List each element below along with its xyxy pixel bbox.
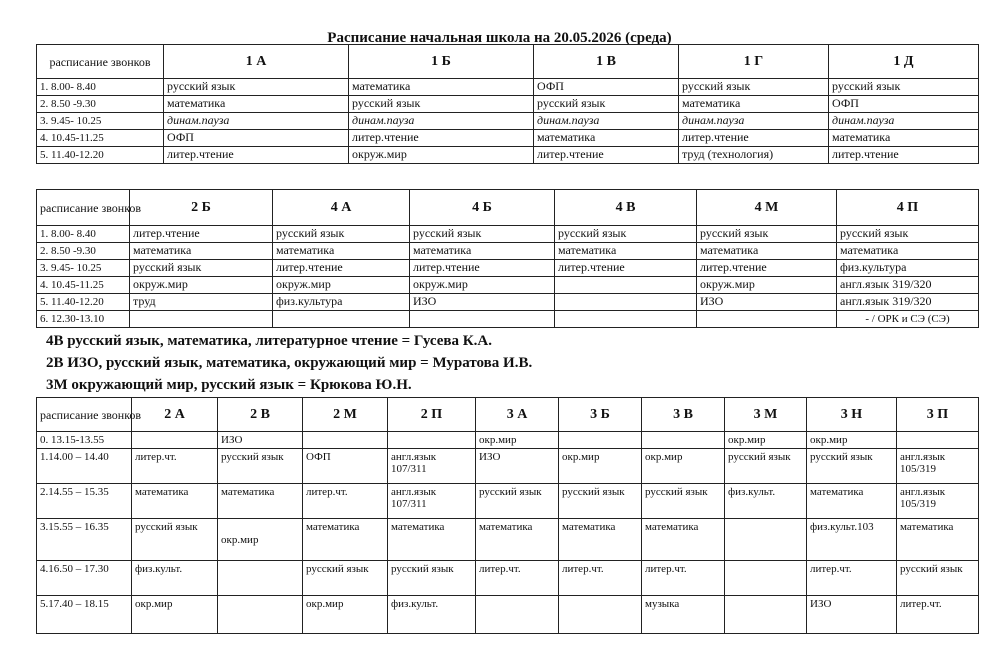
lesson-cell: русский язык xyxy=(697,226,837,243)
lesson-cell xyxy=(476,596,559,634)
lesson-cell: ОФП xyxy=(534,79,679,96)
lesson-cell: окруж.мир xyxy=(130,277,273,294)
lesson-cell: литер.чтение xyxy=(273,260,410,277)
lesson-cell: физ.культ.103 xyxy=(807,519,897,561)
lesson-cell xyxy=(642,432,725,449)
class-header: 3 В xyxy=(642,398,725,432)
lesson-cell: русский язык xyxy=(218,449,303,484)
lesson-cell: русский язык xyxy=(476,484,559,519)
lesson-cell: окр.мир xyxy=(642,449,725,484)
class-header: 1 Д xyxy=(829,45,979,79)
lesson-cell: математика xyxy=(410,243,555,260)
lesson-cell: литер.чтение xyxy=(164,147,349,164)
lesson-cell xyxy=(555,311,697,328)
lesson-cell xyxy=(410,311,555,328)
bell-time: 4. 10.45-11.25 xyxy=(37,277,130,294)
lesson-cell: математика xyxy=(218,484,303,519)
lesson-cell: ИЗО xyxy=(410,294,555,311)
table-row xyxy=(37,294,979,311)
class-header: 4 А xyxy=(273,190,410,226)
class-header: 2 А xyxy=(132,398,218,432)
lesson-cell: литер.чтение xyxy=(829,147,979,164)
bell-time: 1.14.00 – 14.40 xyxy=(37,449,132,484)
bell-time: 2.14.55 – 15.35 xyxy=(37,484,132,519)
lesson-cell: англ.язык 105/319 xyxy=(897,484,979,519)
lesson-cell: англ.язык 105/319 xyxy=(897,449,979,484)
bell-time: 2. 8.50 -9.30 xyxy=(37,96,164,113)
lesson-cell: физ.культура xyxy=(837,260,979,277)
lesson-cell xyxy=(218,561,303,596)
schedule-table-grade2-4 xyxy=(36,189,979,328)
bell-time: 4.16.50 – 17.30 xyxy=(37,561,132,596)
class-header: 2 П xyxy=(388,398,476,432)
class-header: 4 П xyxy=(837,190,979,226)
lesson-cell: ИЗО xyxy=(476,449,559,484)
lesson-cell: динам.пауза xyxy=(164,113,349,130)
lesson-cell: математика xyxy=(837,243,979,260)
schedule-table-grade1 xyxy=(36,44,979,164)
class-header: 4 В xyxy=(555,190,697,226)
lesson-cell: математика xyxy=(164,96,349,113)
lesson-cell xyxy=(273,311,410,328)
lesson-cell: труд (технология) xyxy=(679,147,829,164)
schedule-table-second-shift xyxy=(36,397,979,634)
class-header: 2 В xyxy=(218,398,303,432)
lesson-cell: ИЗО xyxy=(218,432,303,449)
lesson-cell: русский язык xyxy=(559,484,642,519)
lesson-cell: литер.чт. xyxy=(303,484,388,519)
lesson-cell: окр.мир xyxy=(132,596,218,634)
table-row xyxy=(37,113,979,130)
lesson-cell: математика xyxy=(349,79,534,96)
class-header: 2 М xyxy=(303,398,388,432)
bell-time: 4. 10.45-11.25 xyxy=(37,130,164,147)
lesson-cell: окр.мир xyxy=(303,596,388,634)
lesson-cell xyxy=(130,311,273,328)
lesson-cell: русский язык xyxy=(349,96,534,113)
class-header: 3 Б xyxy=(559,398,642,432)
lesson-cell: англ.язык 319/320 xyxy=(837,294,979,311)
lesson-cell: - / ОРК и СЭ (СЭ) xyxy=(837,311,979,328)
lesson-cell xyxy=(559,432,642,449)
lesson-cell: литер.чт. xyxy=(476,561,559,596)
lesson-cell: динам.пауза xyxy=(349,113,534,130)
lesson-cell: русский язык xyxy=(725,449,807,484)
lesson-cell: англ.язык 107/311 xyxy=(388,484,476,519)
table-row xyxy=(37,243,979,260)
lesson-cell: русский язык xyxy=(164,79,349,96)
bell-time: 3. 9.45- 10.25 xyxy=(37,260,130,277)
page-title: Расписание начальная школа на 20.05.2026 (среда) xyxy=(327,30,672,46)
lesson-cell: литер.чт. xyxy=(132,449,218,484)
lesson-cell: литер.чт. xyxy=(559,561,642,596)
lesson-cell xyxy=(132,432,218,449)
lesson-cell xyxy=(725,596,807,634)
table-row xyxy=(37,130,979,147)
lesson-cell: математика xyxy=(897,519,979,561)
bell-time: 5. 11.40-12.20 xyxy=(37,147,164,164)
lesson-cell: динам.пауза xyxy=(679,113,829,130)
lesson-cell: физ.культура xyxy=(273,294,410,311)
bell-time: 1. 8.00- 8.40 xyxy=(37,79,164,96)
lesson-cell: математика xyxy=(829,130,979,147)
class-header: 1 В xyxy=(534,45,679,79)
bells-header: расписание звонков xyxy=(37,190,130,226)
lesson-cell: русский язык xyxy=(130,260,273,277)
lesson-cell: литер.чтение xyxy=(410,260,555,277)
lesson-cell: окр.мир xyxy=(725,432,807,449)
lesson-cell: математика xyxy=(132,484,218,519)
note-line: 2В ИЗО, русский язык, математика, окружающий мир = Муратова И.В. xyxy=(46,355,533,371)
lesson-cell: литер.чтение xyxy=(679,130,829,147)
lesson-cell: русский язык xyxy=(555,226,697,243)
lesson-cell: русский язык xyxy=(829,79,979,96)
lesson-cell: русский язык xyxy=(534,96,679,113)
lesson-cell: музыка xyxy=(642,596,725,634)
lesson-cell: ОФП xyxy=(164,130,349,147)
table-row xyxy=(37,311,979,328)
class-header: 1 А xyxy=(164,45,349,79)
lesson-cell: литер.чтение xyxy=(534,147,679,164)
lesson-cell: окруж.мир xyxy=(410,277,555,294)
lesson-cell xyxy=(555,277,697,294)
bell-time: 3. 9.45- 10.25 xyxy=(37,113,164,130)
substitution-notes xyxy=(46,330,976,396)
class-header: 1 Б xyxy=(349,45,534,79)
lesson-cell: ОФП xyxy=(303,449,388,484)
lesson-cell: англ.язык 319/320 xyxy=(837,277,979,294)
lesson-cell: математика xyxy=(642,519,725,561)
lesson-cell: математика xyxy=(130,243,273,260)
lesson-cell xyxy=(388,432,476,449)
lesson-cell: окр.мир xyxy=(559,449,642,484)
lesson-cell: математика xyxy=(679,96,829,113)
table-row xyxy=(37,561,979,596)
lesson-cell: окруж.мир xyxy=(273,277,410,294)
lesson-cell: математика xyxy=(534,130,679,147)
class-header: 1 Г xyxy=(679,45,829,79)
lesson-cell: русский язык xyxy=(897,561,979,596)
lesson-cell: математика xyxy=(476,519,559,561)
bell-time: 2. 8.50 -9.30 xyxy=(37,243,130,260)
table-row xyxy=(37,260,979,277)
lesson-cell: русский язык xyxy=(807,449,897,484)
table-row xyxy=(37,449,979,484)
table-row xyxy=(37,147,979,164)
lesson-cell: физ.культ. xyxy=(132,561,218,596)
lesson-cell: ИЗО xyxy=(697,294,837,311)
bell-time: 1. 8.00- 8.40 xyxy=(37,226,130,243)
bell-time: 3.15.55 – 16.35 xyxy=(37,519,132,561)
lesson-cell: окр.мир xyxy=(218,519,303,561)
table-row xyxy=(37,432,979,449)
lesson-cell xyxy=(555,294,697,311)
table-row xyxy=(37,79,979,96)
lesson-cell: русский язык xyxy=(642,484,725,519)
lesson-cell: литер.чт. xyxy=(642,561,725,596)
lesson-cell xyxy=(559,596,642,634)
lesson-cell: русский язык xyxy=(132,519,218,561)
lesson-cell: литер.чт. xyxy=(807,561,897,596)
lesson-cell: математика xyxy=(303,519,388,561)
lesson-cell: англ.язык 107/311 xyxy=(388,449,476,484)
lesson-cell: русский язык xyxy=(303,561,388,596)
lesson-cell: русский язык xyxy=(410,226,555,243)
lesson-cell: окруж.мир xyxy=(349,147,534,164)
lesson-cell xyxy=(897,432,979,449)
table-row xyxy=(37,519,979,561)
bell-time: 5.17.40 – 18.15 xyxy=(37,596,132,634)
lesson-cell: динам.пауза xyxy=(534,113,679,130)
lesson-cell: литер.чтение xyxy=(697,260,837,277)
lesson-cell: математика xyxy=(697,243,837,260)
lesson-cell: литер.чтение xyxy=(130,226,273,243)
bell-time: 6. 12.30-13.10 xyxy=(37,311,130,328)
lesson-cell xyxy=(697,311,837,328)
table-row xyxy=(37,596,979,634)
table-row xyxy=(37,484,979,519)
lesson-cell: литер.чтение xyxy=(349,130,534,147)
lesson-cell: труд xyxy=(130,294,273,311)
note-line: 3М окружающий мир, русский язык = Крюкова Ю.Н. xyxy=(46,377,412,393)
lesson-cell: русский язык xyxy=(388,561,476,596)
bell-time: 0. 13.15-13.55 xyxy=(37,432,132,449)
lesson-cell: русский язык xyxy=(679,79,829,96)
lesson-cell: русский язык xyxy=(837,226,979,243)
lesson-cell: математика xyxy=(388,519,476,561)
lesson-cell: ОФП xyxy=(829,96,979,113)
lesson-cell: окр.мир xyxy=(476,432,559,449)
lesson-cell xyxy=(725,519,807,561)
lesson-cell: ИЗО xyxy=(807,596,897,634)
class-header: 3 П xyxy=(897,398,979,432)
table-row xyxy=(37,277,979,294)
lesson-cell: русский язык xyxy=(273,226,410,243)
class-header: 4 Б xyxy=(410,190,555,226)
lesson-cell: физ.культ. xyxy=(725,484,807,519)
lesson-cell: математика xyxy=(559,519,642,561)
lesson-cell xyxy=(725,561,807,596)
class-header: 3 М xyxy=(725,398,807,432)
lesson-cell: математика xyxy=(555,243,697,260)
table-row xyxy=(37,96,979,113)
table-row xyxy=(37,226,979,243)
lesson-cell: литер.чтение xyxy=(555,260,697,277)
lesson-cell xyxy=(303,432,388,449)
class-header: 2 Б xyxy=(130,190,273,226)
class-header: 4 М xyxy=(697,190,837,226)
note-line: 4В русский язык, математика, литературное чтение = Гусева К.А. xyxy=(46,333,492,349)
lesson-cell xyxy=(218,596,303,634)
lesson-cell: математика xyxy=(273,243,410,260)
class-header: 3 Н xyxy=(807,398,897,432)
lesson-cell: окруж.мир xyxy=(697,277,837,294)
class-header: 3 А xyxy=(476,398,559,432)
lesson-cell: литер.чт. xyxy=(897,596,979,634)
lesson-cell: математика xyxy=(807,484,897,519)
lesson-cell: окр.мир xyxy=(807,432,897,449)
lesson-cell: физ.культ. xyxy=(388,596,476,634)
bell-time: 5. 11.40-12.20 xyxy=(37,294,130,311)
lesson-cell: динам.пауза xyxy=(829,113,979,130)
bells-header: расписание звонков xyxy=(37,398,132,432)
bells-header: расписание звонков xyxy=(37,45,164,79)
